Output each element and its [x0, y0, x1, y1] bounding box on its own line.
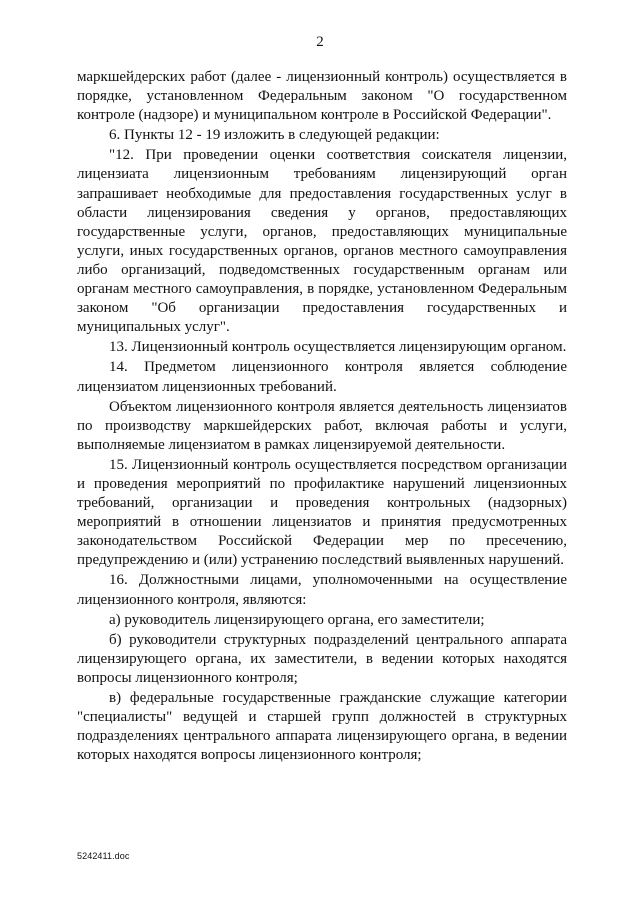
document-body	[77, 68, 567, 765]
paragraph-item-15: 15. Лицензионный контроль осуществляется посредством организации и проведения мероприятий по профилактике нарушений лицензионных требований, организации и проведения контрольных (надзорных) мероприятий в отношении лицензиатов и принятия предусмотренных законодательством Российской Федерации мер по пресечению, предупреждению и (или) устранению последствий выявленных нарушений.	[77, 456, 567, 569]
paragraph-item-13: 13. Лицензионный контроль осуществляется лицензирующим органом.	[109, 339, 567, 356]
paragraph-item-16: 16. Должностными лицами, уполномоченными на осуществление лицензионного контроля, являются:	[77, 572, 567, 608]
paragraph-item-6: 6. Пункты 12 - 19 изложить в следующей редакции:	[109, 127, 440, 144]
page-number: 2	[316, 34, 324, 50]
paragraph-item-14: 14. Предметом лицензионного контроля является соблюдение лицензиатом лицензионных требований.	[77, 359, 567, 395]
list-item-a: а) руководитель лицензирующего органа, его заместители;	[109, 611, 485, 628]
footer-file-name: 5242411.doc	[77, 851, 130, 861]
paragraph-item-12: "12. При проведении оценки соответствия соискателя лицензии, лицензиата лицензионным требованиям лицензирующий орган запрашивает необходимые для предоставления государственных услуг в области лицензирования сведения у органов, предоставляющих государственные услуги, органов, предоставляющих муниципальные услуги, иных государственных органов, органов местного самоуправления либо организаций, подведомственных государственным органам или органам местного самоуправления, в порядке, установленном Федеральным законом "Об организации предоставления государственных и муниципальных услуг".	[77, 147, 567, 336]
list-item-v: в) федеральные государственные гражданские служащие категории "специалисты" ведущей и старшей групп должностей в структурных подразделениях центрального аппарата лицензирующего органа, в ведении которых находятся вопросы лицензионного контроля;	[77, 690, 567, 764]
list-item-b: б) руководители структурных подразделений центрального аппарата лицензирующего органа, их заместители, в ведении которых находятся вопросы лицензионного контроля;	[77, 631, 567, 686]
paragraph-object-of-control: Объектом лицензионного контроля является деятельность лицензиатов по производству маркшейдерских работ, включая работы и услуги, выполняемые лицензиатом в рамках лицензируемой деятельности.	[77, 398, 567, 453]
paragraph-continuation: маркшейдерских работ (далее - лицензионный контроль) осуществляется в порядке, установленном Федеральным законом "О государственном контроле (надзоре) и муниципальном контроле в Российской Федерации".	[77, 69, 567, 124]
